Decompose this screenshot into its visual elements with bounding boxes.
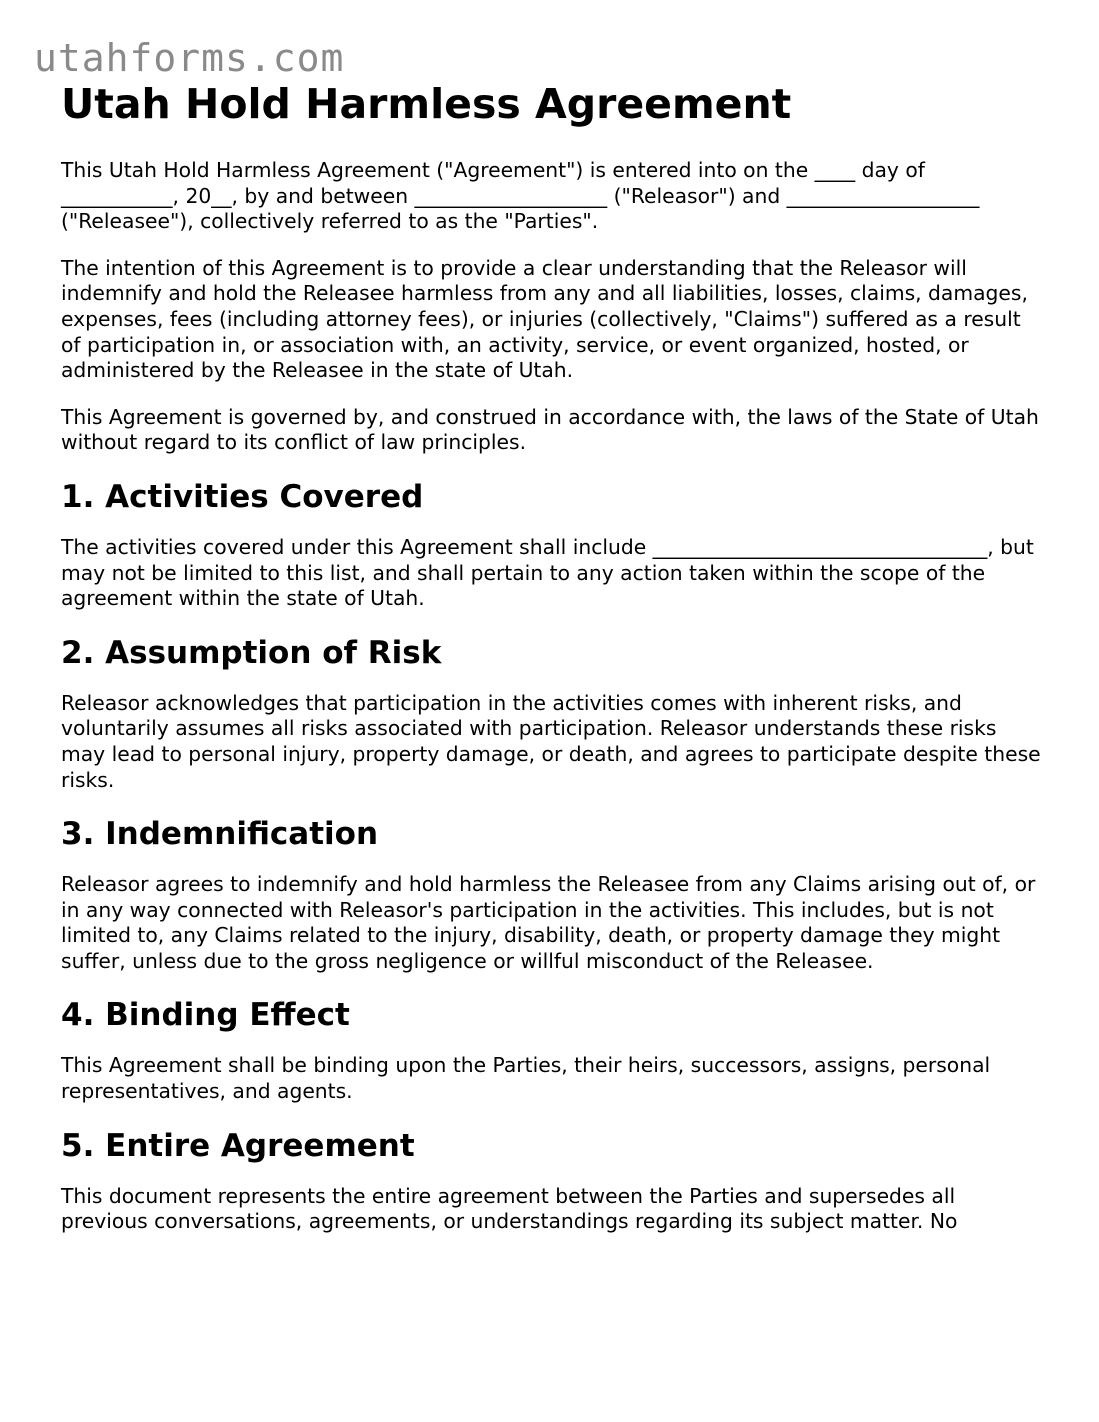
section-heading: 5. Entire Agreement — [61, 1127, 415, 1164]
section-body: The activities covered under this Agreement shall include _________________________________, but may not be limited to this list, and shall pertain to any action taken within the scope of the agreement within the state of Utah. — [61, 534, 1034, 611]
document-page — [61, 78, 1046, 1256]
document-title: Utah Hold Harmless Agreement — [61, 80, 792, 128]
section-heading: 4. Binding Effect — [61, 997, 350, 1034]
section-heading: 2. Assumption of Risk — [61, 634, 442, 671]
intro-paragraph-intention: The intention of this Agreement is to provide a clear understanding that the Releasor will indemnify and hold the Releasee harmless from any and all liabilities, losses, claims, damages, expenses, fees (including attorney fees), or injuries (collectively, "Claims") suffered as a result of participation in, or association with, an activity, service, or event organized, hosted, or administered by the Releasee in the state of Utah. — [61, 255, 1028, 383]
section-body: This Agreement shall be binding upon the Parties, their heirs, successors, assigns, personal representatives, and agents. — [61, 1053, 991, 1104]
intro-paragraph-governing-law: This Agreement is governed by, and construed in accordance with, the laws of the State of Utah without regard to its conflict of law principles. — [61, 404, 1039, 455]
section-assumption-of-risk — [61, 633, 1046, 793]
watermark: utahforms.com — [34, 36, 345, 80]
section-entire-agreement — [61, 1126, 1046, 1235]
section-heading: 1. Activities Covered — [61, 478, 424, 515]
section-activities-covered — [61, 477, 1046, 612]
section-body: Releasor acknowledges that participation in the activities comes with inherent risks, and voluntarily assumes all risks associated with participation. Releasor understands these risks may lead to personal injury, property damage, or death, and agrees to participate despite these risks. — [61, 690, 1041, 792]
section-heading: 3. Indemnification — [61, 816, 379, 853]
section-body: Releasor agrees to indemnify and hold harmless the Releasee from any Claims arising out of, or in any way connected with Releasor's participation in the activities. This includes, but is not limited to, any Claims related to the injury, disability, death, or property damage they might suffer, unless due to the gross negligence or willful misconduct of the Releasee. — [61, 872, 1036, 973]
section-body: This document represents the entire agreement between the Parties and supersedes all previous conversations, agreements, or understandings regarding its subject matter. No — [61, 1183, 958, 1234]
section-indemnification — [61, 814, 1046, 974]
section-binding-effect — [61, 995, 1046, 1104]
intro-paragraph-parties: This Utah Hold Harmless Agreement ("Agreement") is entered into on the ____ day of ___________, 20__, by and between ___________________ ("Releasor") and ___________________ ("Releasee"), collectively referred to as the "Parties". — [61, 158, 980, 234]
